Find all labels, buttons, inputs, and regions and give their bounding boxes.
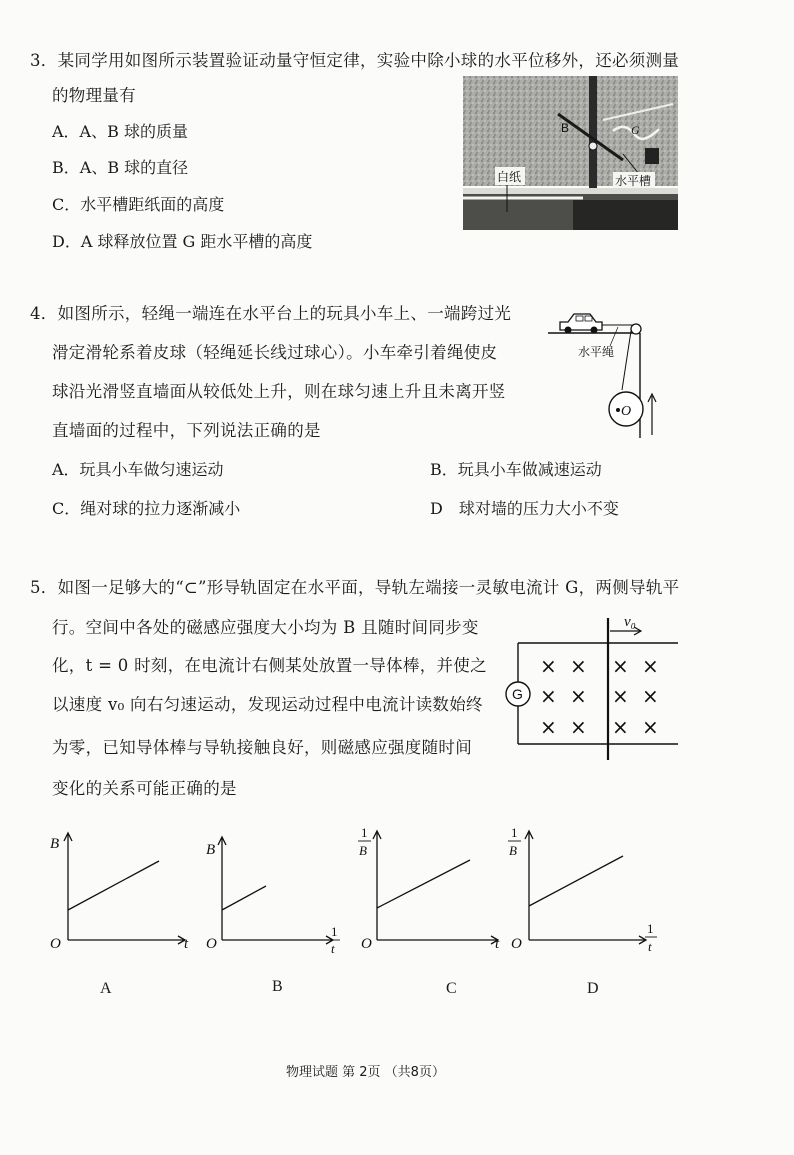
field-cross: × (570, 684, 587, 708)
graph-b-letter: B (272, 978, 283, 995)
field-cross: × (540, 654, 557, 678)
q3-stem-line1: 3．某同学用如图所示装置验证动量守恒定律，实验中除小球的水平位移外，还必须测量 (30, 51, 680, 70)
field-cross: × (540, 684, 557, 708)
page-footer: 物理试题 第 2页 （共8页） (286, 1065, 445, 1080)
q3-stem-line2: 的物理量有 (52, 86, 136, 105)
svg-text:1: 1 (361, 825, 368, 840)
field-cross: × (540, 715, 557, 739)
q3-apparatus-figure (463, 76, 678, 230)
graph-c-x-label: t (495, 936, 500, 952)
q4-option-d: D 球对墙的压力大小不变 (430, 499, 619, 518)
q5-stem-line1: 5．如图一足够大的“⊂”形导轨固定在水平面，导轨左端接一灵敏电流计 G，两侧导轨平 (30, 578, 680, 597)
q3-option-c: C．水平槽距纸面的高度 (52, 195, 225, 214)
q5-meter-label: G (512, 686, 523, 702)
field-cross: × (612, 684, 629, 708)
q3-option-a: A．A、B 球的质量 (52, 122, 188, 141)
q5-velocity-label: v₀ (624, 614, 636, 630)
graph-b-x-label (330, 924, 340, 956)
q4-option-a: A．玩具小车做匀速运动 (52, 460, 224, 479)
graph-c-y-label (358, 825, 371, 858)
graph-d (505, 820, 665, 960)
q5-stem-line6: 变化的关系可能正确的是 (52, 779, 237, 798)
graph-c-origin: O (361, 936, 372, 952)
graph-c (355, 820, 505, 960)
svg-text:1: 1 (511, 825, 518, 840)
graph-b-origin: O (206, 936, 217, 952)
field-cross: × (642, 684, 659, 708)
q4-rope-label: 水平绳 (578, 345, 615, 359)
q3-label-b: B (561, 121, 570, 135)
graph-a-letter: A (100, 980, 112, 997)
svg-text:t: t (648, 939, 652, 954)
svg-text:B: B (509, 843, 517, 858)
svg-text:1: 1 (331, 924, 338, 939)
graph-d-y-label (508, 825, 521, 858)
svg-text:t: t (331, 941, 335, 956)
graph-a-origin: O (50, 936, 61, 952)
graph-c-letter: C (446, 980, 457, 997)
q4-stem-line4: 直墙面的过程中，下列说法正确的是 (52, 421, 321, 440)
graph-d-origin: O (511, 936, 522, 952)
graph-d-letter: D (587, 980, 599, 997)
q4-stem-line2: 滑定滑轮系着皮球（轻绳延长线过球心）。小车牵引着绳使皮 (52, 343, 498, 362)
graph-b-y-label: B (206, 842, 216, 858)
q5-stem-line2: 行。空间中各处的磁感应强度大小均为 B 且随时间同步变 (52, 618, 479, 637)
q3-label-paper: 白纸 (497, 170, 522, 184)
q5-stem-line5: 为零，已知导体棒与导轨接触良好，则磁感应强度随时间 (52, 738, 472, 757)
graph-a-x-label: t (184, 936, 189, 952)
q3-label-trough: 水平槽 (615, 174, 652, 188)
graph-d-x-label (645, 921, 657, 954)
q3-option-d: D．A 球释放位置 G 距水平槽的高度 (52, 232, 313, 251)
svg-text:B: B (359, 843, 367, 858)
q4-option-c: C．绳对球的拉力逐渐减小 (52, 499, 241, 518)
graph-a-y-label: B (50, 836, 60, 852)
field-cross: × (570, 715, 587, 739)
q3-option-b: B．A、B 球的直径 (52, 158, 189, 177)
q5-rail-figure (500, 610, 690, 762)
q4-stem-line1: 4．如图所示，轻绳一端连在水平台上的玩具小车上、一端跨过光 (30, 304, 512, 323)
q4-ball-label: O (621, 404, 632, 419)
q4-option-b: B．玩具小车做减速运动 (430, 460, 602, 479)
field-cross: × (612, 715, 629, 739)
q4-cart-pulley-figure (548, 300, 663, 440)
field-cross: × (570, 654, 587, 678)
field-cross: × (612, 654, 629, 678)
svg-text:1: 1 (647, 921, 654, 936)
graph-a (44, 828, 194, 958)
field-cross: × (642, 654, 659, 678)
graph-b (200, 828, 350, 958)
field-cross: × (642, 715, 659, 739)
q5-stem-line3: 化，t = 0 时刻，在电流计右侧某处放置一导体棒，并使之 (52, 656, 487, 675)
q4-stem-line3: 球沿光滑竖直墙面从较低处上升，则在球匀速上升且未离开竖 (52, 382, 506, 401)
q5-stem-line4: 以速度 v₀ 向右匀速运动，发现运动过程中电流计读数始终 (52, 695, 483, 714)
q3-label-g: G (631, 123, 640, 137)
